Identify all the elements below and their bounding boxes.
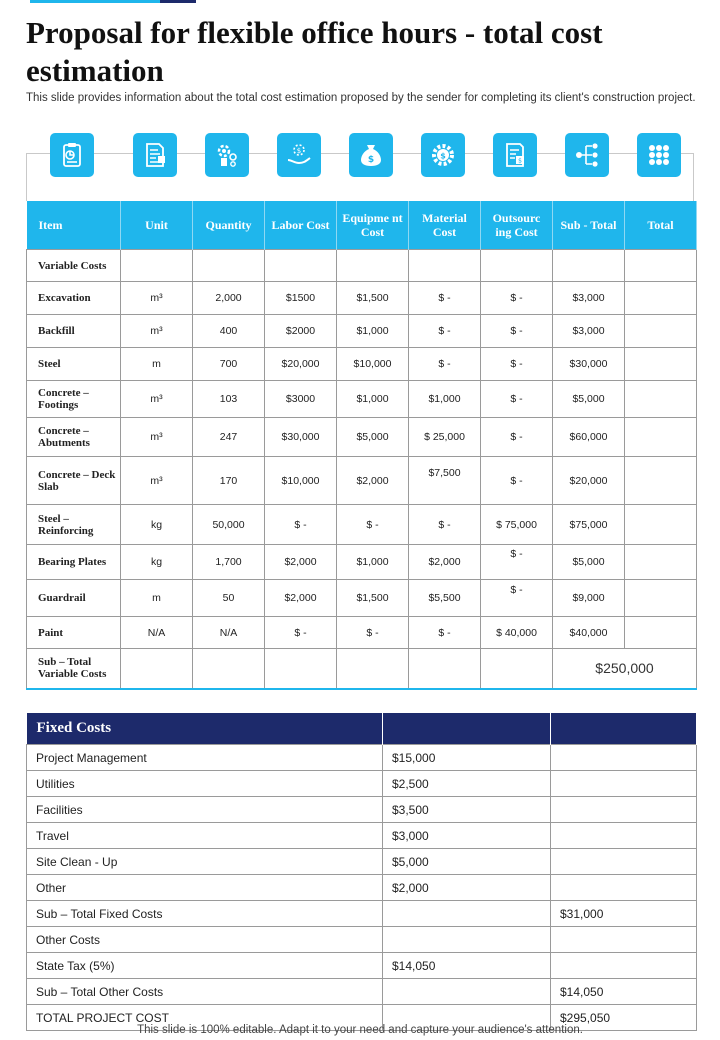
value-cell <box>409 381 481 418</box>
value-cell <box>625 315 697 348</box>
cost-value: $3,000 <box>383 823 551 849</box>
value-cell <box>625 580 697 617</box>
value-cell <box>409 545 481 580</box>
value-cell <box>193 617 265 649</box>
cell-text: 1,700 <box>215 556 242 568</box>
item-cell <box>27 348 121 381</box>
value-cell <box>553 617 625 649</box>
value-cell <box>121 457 193 505</box>
fixed-costs-table <box>26 713 697 1031</box>
top-accent-bar <box>0 0 720 4</box>
gear-dollar-icon <box>421 133 465 177</box>
cost-value: $295,050 <box>551 1005 697 1031</box>
cell-text: Concrete – Abutments <box>38 425 90 449</box>
value-cell <box>337 315 409 348</box>
blank-cell <box>409 649 481 689</box>
cell-text: $ 40,000 <box>496 626 537 639</box>
cost-value: $15,000 <box>383 745 551 771</box>
cost-value <box>551 953 697 979</box>
column-header: Equipme nt Cost <box>337 201 409 250</box>
cost-value <box>383 979 551 1005</box>
value-cell <box>337 250 409 282</box>
value-cell <box>121 418 193 457</box>
cost-label: Site Clean - Up <box>27 849 383 875</box>
cost-label: Sub – Total Other Costs <box>27 979 383 1005</box>
value-cell <box>121 545 193 580</box>
cell-text: $ - <box>510 325 523 337</box>
cell-text: 50 <box>222 592 235 604</box>
table-row <box>27 381 697 418</box>
table-row <box>27 849 697 875</box>
cell-text: $40,000 <box>569 626 608 639</box>
cost-label: Sub – Total Fixed Costs <box>27 901 383 927</box>
value-cell <box>625 282 697 315</box>
value-cell <box>337 545 409 580</box>
cost-value <box>383 927 551 953</box>
value-cell <box>625 418 697 457</box>
cell-text: $20,000 <box>281 358 320 370</box>
value-cell <box>121 505 193 545</box>
item-cell <box>27 617 121 649</box>
value-cell <box>481 315 553 348</box>
cell-text: $7,500 <box>428 466 461 479</box>
variable-costs-body <box>27 250 697 689</box>
cell-text: $ - <box>294 626 307 639</box>
value-cell <box>265 381 337 418</box>
cost-value <box>551 823 697 849</box>
cell-text: $20,000 <box>569 474 608 487</box>
hand-coin-icon <box>277 133 321 177</box>
cost-label: State Tax (5%) <box>27 953 383 979</box>
cell-text: $ - <box>510 548 523 560</box>
item-cell <box>27 282 121 315</box>
cell-text: m³ <box>150 292 163 304</box>
cell-text: $ - <box>366 518 379 531</box>
table-row <box>27 617 697 649</box>
value-cell <box>553 381 625 418</box>
value-cell <box>409 457 481 505</box>
cell-text: $3,000 <box>572 325 605 337</box>
cost-value <box>551 771 697 797</box>
page-title: Proposal for flexible office hours - total cost estimation <box>26 15 603 88</box>
table-row <box>27 580 697 617</box>
value-cell <box>193 545 265 580</box>
icon-row <box>0 133 720 179</box>
cell-text: m³ <box>150 325 163 337</box>
value-cell <box>553 457 625 505</box>
cost-value <box>551 849 697 875</box>
column-header: Outsourc ing Cost <box>481 201 553 250</box>
table-row <box>27 457 697 505</box>
item-cell <box>27 505 121 545</box>
column-header: Labor Cost <box>265 201 337 250</box>
cell-text: 2,000 <box>215 292 242 304</box>
column-header: Material Cost <box>409 201 481 250</box>
cell-text: 400 <box>219 325 238 337</box>
cell-text: $1,000 <box>356 556 389 568</box>
cell-text: $2000 <box>285 325 316 337</box>
svg-text:$: $ <box>367 155 375 165</box>
value-cell <box>121 580 193 617</box>
cell-text: $2,000 <box>428 556 461 568</box>
column-header: Item <box>27 201 121 250</box>
value-cell <box>409 505 481 545</box>
hierarchy-icon <box>565 133 609 177</box>
cell-text: Excavation <box>38 292 91 304</box>
value-cell <box>481 418 553 457</box>
cost-label: Other <box>27 875 383 901</box>
variable-costs-table <box>26 201 697 690</box>
value-cell <box>121 381 193 418</box>
blank-cell <box>337 649 409 689</box>
table-row <box>27 282 697 315</box>
cost-value <box>551 875 697 901</box>
cell-text: $ 25,000 <box>424 431 465 443</box>
value-cell <box>193 348 265 381</box>
value-cell <box>265 457 337 505</box>
cell-text: Guardrail <box>38 592 86 604</box>
svg-text:$: $ <box>518 157 522 165</box>
cell-text: 170 <box>219 474 238 487</box>
cell-text: $ - <box>366 626 379 639</box>
value-cell <box>193 505 265 545</box>
cell-text: N/A <box>147 626 166 639</box>
value-cell <box>409 348 481 381</box>
table-header-row <box>27 201 697 250</box>
document-report-icon <box>133 133 177 177</box>
table-row <box>27 979 697 1005</box>
cell-text: $30,000 <box>281 431 320 443</box>
cell-text: $1500 <box>285 292 316 304</box>
fixed-header-row <box>27 713 697 745</box>
value-cell <box>337 348 409 381</box>
invoice-icon <box>493 133 537 177</box>
cost-label: Other Costs <box>27 927 383 953</box>
money-bag-icon <box>349 133 393 177</box>
cell-text: $10,000 <box>281 474 320 487</box>
value-cell <box>121 250 193 282</box>
cost-value: $2,500 <box>383 771 551 797</box>
accent-bar-navy <box>160 0 196 3</box>
cell-text: 103 <box>219 393 238 405</box>
item-cell <box>27 545 121 580</box>
value-cell <box>265 250 337 282</box>
table-row <box>27 745 697 771</box>
fixed-header-blank <box>383 713 551 745</box>
value-cell <box>337 505 409 545</box>
value-cell <box>409 418 481 457</box>
cell-text: $3000 <box>285 393 316 405</box>
cell-text: m³ <box>150 474 163 487</box>
cell-text: $1,000 <box>428 393 461 405</box>
cell-text: $60,000 <box>569 431 608 443</box>
cell-text: kg <box>150 518 163 531</box>
cell-text: $ - <box>438 358 451 370</box>
cost-value <box>551 797 697 823</box>
cell-text: $5,500 <box>428 592 461 604</box>
cell-text: Variable Costs <box>38 259 107 272</box>
cell-text: $5,000 <box>356 431 389 443</box>
cell-text: m³ <box>150 431 163 443</box>
column-header: Sub - Total <box>553 201 625 250</box>
cell-text: $ 75,000 <box>496 518 537 531</box>
item-cell <box>27 315 121 348</box>
value-cell <box>553 418 625 457</box>
cell-text: Steel <box>38 358 61 370</box>
cell-text: m³ <box>150 393 163 405</box>
table-row <box>27 901 697 927</box>
cell-text: $ - <box>510 584 523 596</box>
cost-value: $14,050 <box>383 953 551 979</box>
cost-value: $2,000 <box>383 875 551 901</box>
cell-text: $5,000 <box>572 556 605 568</box>
value-cell <box>409 282 481 315</box>
value-cell <box>265 617 337 649</box>
cell-text: $1,000 <box>356 393 389 405</box>
value-cell <box>265 505 337 545</box>
value-cell <box>121 282 193 315</box>
cell-text: $ - <box>438 518 451 531</box>
value-cell <box>625 457 697 505</box>
grid-icon <box>637 133 681 177</box>
cell-text: $ - <box>438 292 451 304</box>
cell-text: Paint <box>38 626 64 639</box>
value-cell <box>193 457 265 505</box>
cost-label: Utilities <box>27 771 383 797</box>
value-cell <box>481 250 553 282</box>
table-row <box>27 875 697 901</box>
value-cell <box>409 580 481 617</box>
value-cell <box>553 315 625 348</box>
cell-text: 50,000 <box>212 518 245 531</box>
value-cell <box>625 348 697 381</box>
value-cell <box>337 418 409 457</box>
table-row <box>27 505 697 545</box>
item-cell <box>27 580 121 617</box>
cost-value: $5,000 <box>383 849 551 875</box>
value-cell <box>265 315 337 348</box>
subtotal-label: Sub – Total Variable Costs <box>27 649 121 689</box>
cell-text: $ - <box>294 518 307 531</box>
cell-text: $2,000 <box>284 592 317 604</box>
cost-value <box>551 927 697 953</box>
item-cell <box>27 457 121 505</box>
cell-text: $1,500 <box>356 292 389 304</box>
value-cell <box>265 348 337 381</box>
value-cell <box>481 505 553 545</box>
value-cell <box>481 545 553 580</box>
subtotal-row <box>27 649 697 689</box>
value-cell <box>265 545 337 580</box>
cell-text: $ - <box>510 393 523 405</box>
table-row <box>27 250 697 282</box>
cell-text: $ - <box>510 292 523 304</box>
cell-text: $ - <box>510 431 523 443</box>
value-cell <box>193 250 265 282</box>
subtotal-value: $250,000 <box>553 649 697 689</box>
value-cell <box>625 505 697 545</box>
cell-text: kg <box>150 556 163 568</box>
cell-text: 247 <box>219 431 238 443</box>
value-cell <box>625 617 697 649</box>
cost-label: Project Management <box>27 745 383 771</box>
table-row <box>27 418 697 457</box>
cell-text: Steel – Reinforcing <box>38 512 94 537</box>
cost-label: TOTAL PROJECT COST <box>27 1005 383 1031</box>
value-cell <box>337 282 409 315</box>
cell-text: $ - <box>438 626 451 639</box>
value-cell <box>193 315 265 348</box>
footer-note: This slide is 100% editable. Adapt it to your need and capture your audience's attention. <box>137 1024 583 1036</box>
value-cell <box>193 282 265 315</box>
value-cell <box>481 282 553 315</box>
column-header: Quantity <box>193 201 265 250</box>
cell-text: Concrete – Deck Slab <box>38 468 116 493</box>
fixed-header-blank <box>551 713 697 745</box>
page-subtitle: This slide provides information about the total cost estimation proposed by the sender for completing its client's construction project. <box>26 92 696 104</box>
table-row <box>27 771 697 797</box>
value-cell <box>265 282 337 315</box>
value-cell <box>553 545 625 580</box>
fixed-costs-header: Fixed Costs <box>27 713 383 745</box>
value-cell <box>625 250 697 282</box>
value-cell <box>193 580 265 617</box>
column-header: Total <box>625 201 697 250</box>
value-cell <box>337 617 409 649</box>
cell-text: $ - <box>438 325 451 337</box>
item-cell <box>27 381 121 418</box>
cell-text: m <box>152 358 161 370</box>
value-cell <box>409 250 481 282</box>
clipboard-chart-icon <box>50 133 94 177</box>
value-cell <box>337 381 409 418</box>
fixed-costs-body <box>27 745 697 1031</box>
value-cell <box>553 505 625 545</box>
column-header: Unit <box>121 201 193 250</box>
table-row <box>27 927 697 953</box>
value-cell <box>625 381 697 418</box>
value-cell <box>193 418 265 457</box>
cell-text: $1,500 <box>356 592 389 604</box>
svg-text:$: $ <box>296 147 302 155</box>
cell-text: $2,000 <box>284 556 317 568</box>
value-cell <box>481 348 553 381</box>
value-cell <box>265 418 337 457</box>
value-cell <box>409 617 481 649</box>
cost-value: $31,000 <box>551 901 697 927</box>
gear-head-icon <box>205 133 249 177</box>
value-cell <box>337 580 409 617</box>
blank-cell <box>481 649 553 689</box>
table-row <box>27 315 697 348</box>
value-cell <box>337 457 409 505</box>
blank-cell <box>193 649 265 689</box>
cell-text: $30,000 <box>569 358 608 370</box>
cost-label: Facilities <box>27 797 383 823</box>
cell-text: $3,000 <box>572 292 605 304</box>
cell-text: Concrete – Footings <box>38 387 89 411</box>
svg-text:$: $ <box>440 151 446 161</box>
cost-value <box>551 745 697 771</box>
table-row <box>27 953 697 979</box>
table-row <box>27 823 697 849</box>
cell-text: m <box>152 592 161 604</box>
cost-label: Travel <box>27 823 383 849</box>
cell-text: Bearing Plates <box>38 556 107 568</box>
cell-text: $2,000 <box>356 474 389 487</box>
value-cell <box>121 617 193 649</box>
accent-bar-cyan <box>30 0 160 3</box>
cell-text: $9,000 <box>572 592 605 604</box>
cell-text: Backfill <box>38 325 75 337</box>
cost-value: $3,500 <box>383 797 551 823</box>
table-row <box>27 545 697 580</box>
cell-text: 700 <box>219 358 238 370</box>
value-cell <box>265 580 337 617</box>
cell-text: N/A <box>219 626 238 639</box>
value-cell <box>481 580 553 617</box>
value-cell <box>625 545 697 580</box>
cost-value: $14,050 <box>551 979 697 1005</box>
item-cell <box>27 250 121 282</box>
value-cell <box>193 381 265 418</box>
cell-text: $ - <box>510 358 523 370</box>
value-cell <box>481 381 553 418</box>
value-cell <box>553 580 625 617</box>
cell-text: $1,000 <box>356 325 389 337</box>
table-row <box>27 797 697 823</box>
cell-text: $ - <box>510 474 523 487</box>
cell-text: $5,000 <box>572 393 605 405</box>
value-cell <box>481 457 553 505</box>
value-cell <box>553 348 625 381</box>
cell-text: $10,000 <box>353 358 392 370</box>
value-cell <box>481 617 553 649</box>
value-cell <box>121 348 193 381</box>
value-cell <box>121 315 193 348</box>
blank-cell <box>121 649 193 689</box>
cell-text: $75,000 <box>569 518 608 531</box>
value-cell <box>553 282 625 315</box>
item-cell <box>27 418 121 457</box>
blank-cell <box>265 649 337 689</box>
table-row <box>27 348 697 381</box>
value-cell <box>409 315 481 348</box>
value-cell <box>553 250 625 282</box>
cost-value <box>383 901 551 927</box>
